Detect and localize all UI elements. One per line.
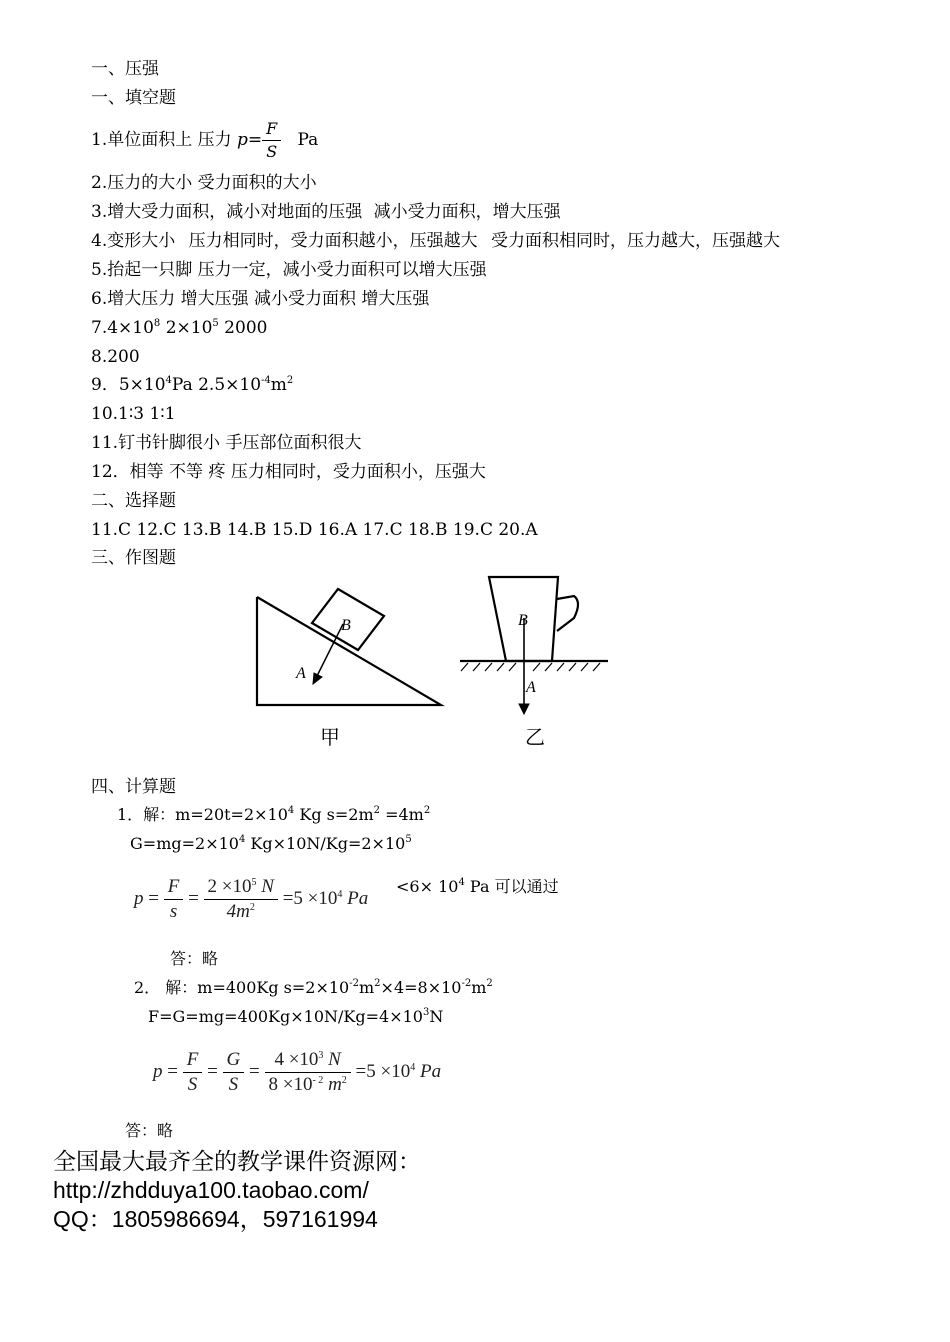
figure-label-yi: 乙 (525, 727, 545, 749)
calc1-gravity: $G=mg=2\times 10^4$ $Kg\times 10N/Kg=2\times 10^5$ (130, 834, 412, 853)
calculation-heading: 四、计算题 (91, 777, 176, 797)
calc1-given: 1．解：$m=20t=2\times 10^4$ Kg $s=2m^2 =4m^2$ (117, 805, 431, 824)
cup-point-b: B (518, 612, 528, 629)
fill-answer-3: 3.增大受力面积，减小对地面的压强 减小受力面积，增大压强 (91, 202, 561, 222)
fill-answer-4: 4.变形大小 压力相同时，受力面积越小，压强越大 受力面积相同时，压力越大，压强越大 (91, 231, 781, 251)
choice-answers: 11.C 12.C 13.B 14.B 15.D 16.A 17.C 18.B 19.C 20.A (91, 520, 538, 540)
pressure-formula: $\frac{F}{S}$ (262, 118, 281, 163)
fill-answer-7: $7.4\times 10^8$ $2\times 10^5$ 2000 (91, 318, 268, 338)
fill-answer-10: 10.1∶3 1∶1 (91, 404, 176, 424)
fill-answer-5: 5.抬起一只脚 压力一定，减小受力面积可以增大压强 (91, 260, 487, 280)
calc1-comparison: $<6\times 10^4$ Pa 可以通过 (396, 877, 559, 896)
calc2-given: 2． 解：m=400Kg $s=2\times 10^{-2}m^2\times 4=8\times 10^{-2}m^2$ (134, 978, 493, 997)
fill-answer-11: 11.钉书针脚很小 手压部位面积很大 (91, 433, 362, 453)
calc2-answer: 答：略 (125, 1121, 174, 1140)
drawing-heading: 三、作图题 (91, 548, 176, 568)
incline-point-a: A (296, 665, 306, 682)
incline-point-b: B (341, 617, 351, 634)
figure-label-jia: 甲 (320, 727, 340, 749)
fill-answer-2: 2.压力的大小 受力面积的大小 (91, 173, 317, 193)
footer-qq-contact: QQ：1805986694，597161994 (53, 1206, 378, 1232)
section-title: 一、压强 (91, 59, 159, 79)
choice-heading: 二、选择题 (91, 491, 176, 511)
footer-url-link[interactable]: http://zhdduya100.taobao.com/ (53, 1177, 369, 1203)
fill-answer-8: 8.200 (91, 347, 140, 367)
footer-site-name: 全国最大最齐全的教学课件资源网： (53, 1148, 421, 1174)
calc2-equation: p = $\frac{F}{S}$ = $\frac{G}{S}$ = $\frac{4 \times 10^3 N}{8 \times 10^{- 2} m^2}$ $=5 \times 10^4$ Pa (153, 1049, 442, 1095)
fill-in-heading: 一、填空题 (91, 88, 176, 108)
incline-diagram (257, 589, 441, 705)
calc1-answer: 答：略 (170, 949, 219, 968)
force-diagram-figure (240, 570, 620, 755)
fill-answer-12: 12．相等 不等 疼 压力相同时，受力面积小，压强大 (91, 462, 486, 482)
fill-answer-1: 1.单位面积上 压力 p= $\frac{F}{S}$ Pa (91, 119, 319, 161)
fill-answer-9: 9．$5\times 10^4Pa$ $2.5\times 10^{-4}m^2$ (91, 375, 294, 395)
cup-point-a: A (526, 679, 536, 696)
calc2-force: $F=G=mg=400Kg\times 10N/Kg=4\times 10^3N$ (148, 1007, 444, 1026)
calc1-equation: p = $\frac{F}{s}$ = $\frac{2 \times 10^5 N}{4m^2}$ $=5 \times 10^4$ Pa (134, 876, 369, 922)
fill-answer-6: 6.增大压力 增大压强 减小受力面积 增大压强 (91, 289, 430, 309)
